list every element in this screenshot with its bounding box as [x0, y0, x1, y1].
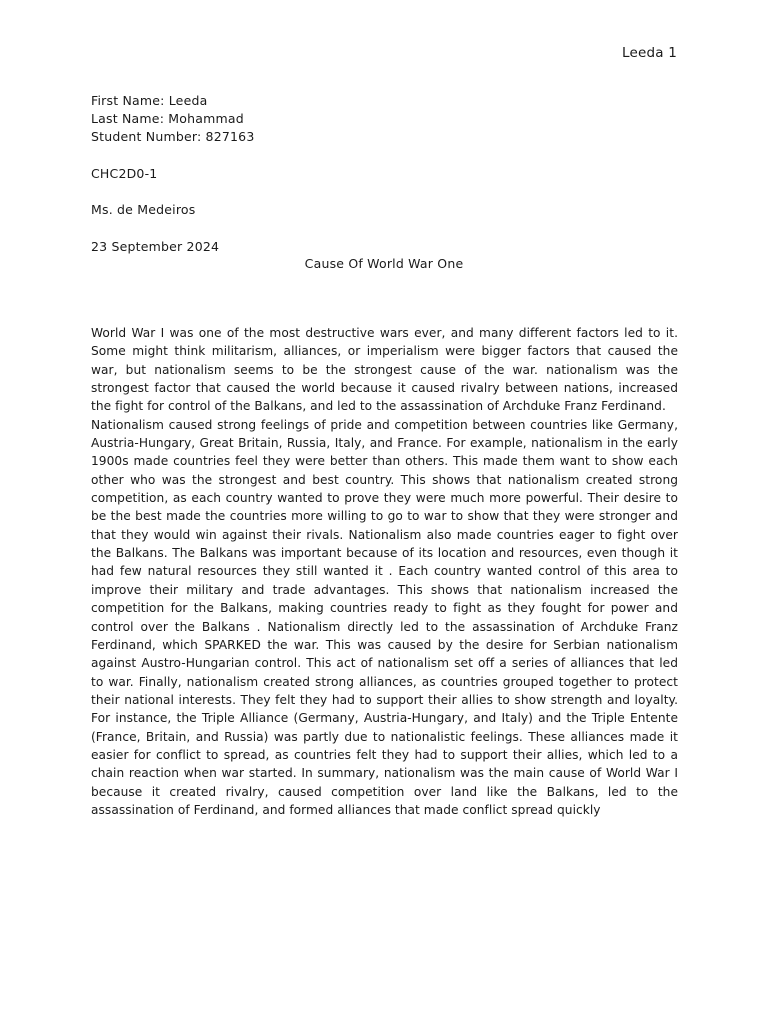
- page-header-label: Leeda 1: [621, 45, 677, 61]
- student-info-block: [91, 92, 254, 146]
- essay-paragraph-main: Nationalism caused strong feelings of pride and competition between countries like Germany, Austria-Hungary, Great Britain, Russia, Italy, and France. For example, nationalism in the early 1900s made countries feel they were better than others. This made them want to show each other who was the strongest and best country. This shows that nationalism created strong competition, as each country wanted to prove they were much more powerful. Their desire to be the best made the countries more willing to go to war to show that they were stronger and that they would win against their rivals. Nationalism also made countries eager to fight over the Balkans. The Balkans was important because of its location and resources, even though it had few natural resources they still wanted it . Each country wanted control of this area to improve their military and trade advantages. This shows that nationalism increased the competition for the Balkans, making countries ready to fight as they fought for power and control over the Balkans . Nationalism directly led to the assassination of Archduke Franz Ferdinand, which SPARKED the war. This was caused by the desire for Serbian nationalism against Austro-Hungarian control. This act of nationalism set off a series of alliances that led to war. Finally, nationalism created strong alliances, as countries grouped together to protect their national interests. They felt they had to support their allies to show strength and loyalty. For instance, the Triple Alliance (Germany, Austria-Hungary, and Italy) and the Triple Entente (France, Britain, and Russia) was partly due to nationalistic feelings. These alliances made it easier for conflict to spread, as countries felt they had to support their allies, which led to a chain reaction when war started. In summary, nationalism was the main cause of World War I because it created rivalry, caused competition over land like the Balkans, led to the assassination of Ferdinand, and formed alliances that made conflict spread quickly: [91, 417, 678, 817]
- teacher-name: Ms. de Medeiros: [91, 202, 196, 217]
- document-date: 23 September 2024: [91, 239, 220, 254]
- first-name-line: First Name: Leeda: [91, 93, 208, 108]
- essay-paragraph-intro: World War I was one of the most destructive wars ever, and many different factors led to it. Some might think militarism, alliances, or imperialism were bigger factors that caused the war, but nationalism seems to be the strongest cause of the war. nationalism was the strongest factor that caused the world because it caused rivalry between nations, increased the fight for control of the Balkans, and led to the assassination of Archduke Franz Ferdinand.: [91, 326, 678, 414]
- student-number-line: Student Number: 827163: [91, 129, 255, 144]
- essay-body: [91, 324, 678, 819]
- course-code: CHC2D0-1: [91, 166, 158, 181]
- last-name-line: Last Name: Mohammad: [91, 111, 244, 126]
- essay-title: Cause Of World War One: [304, 256, 464, 271]
